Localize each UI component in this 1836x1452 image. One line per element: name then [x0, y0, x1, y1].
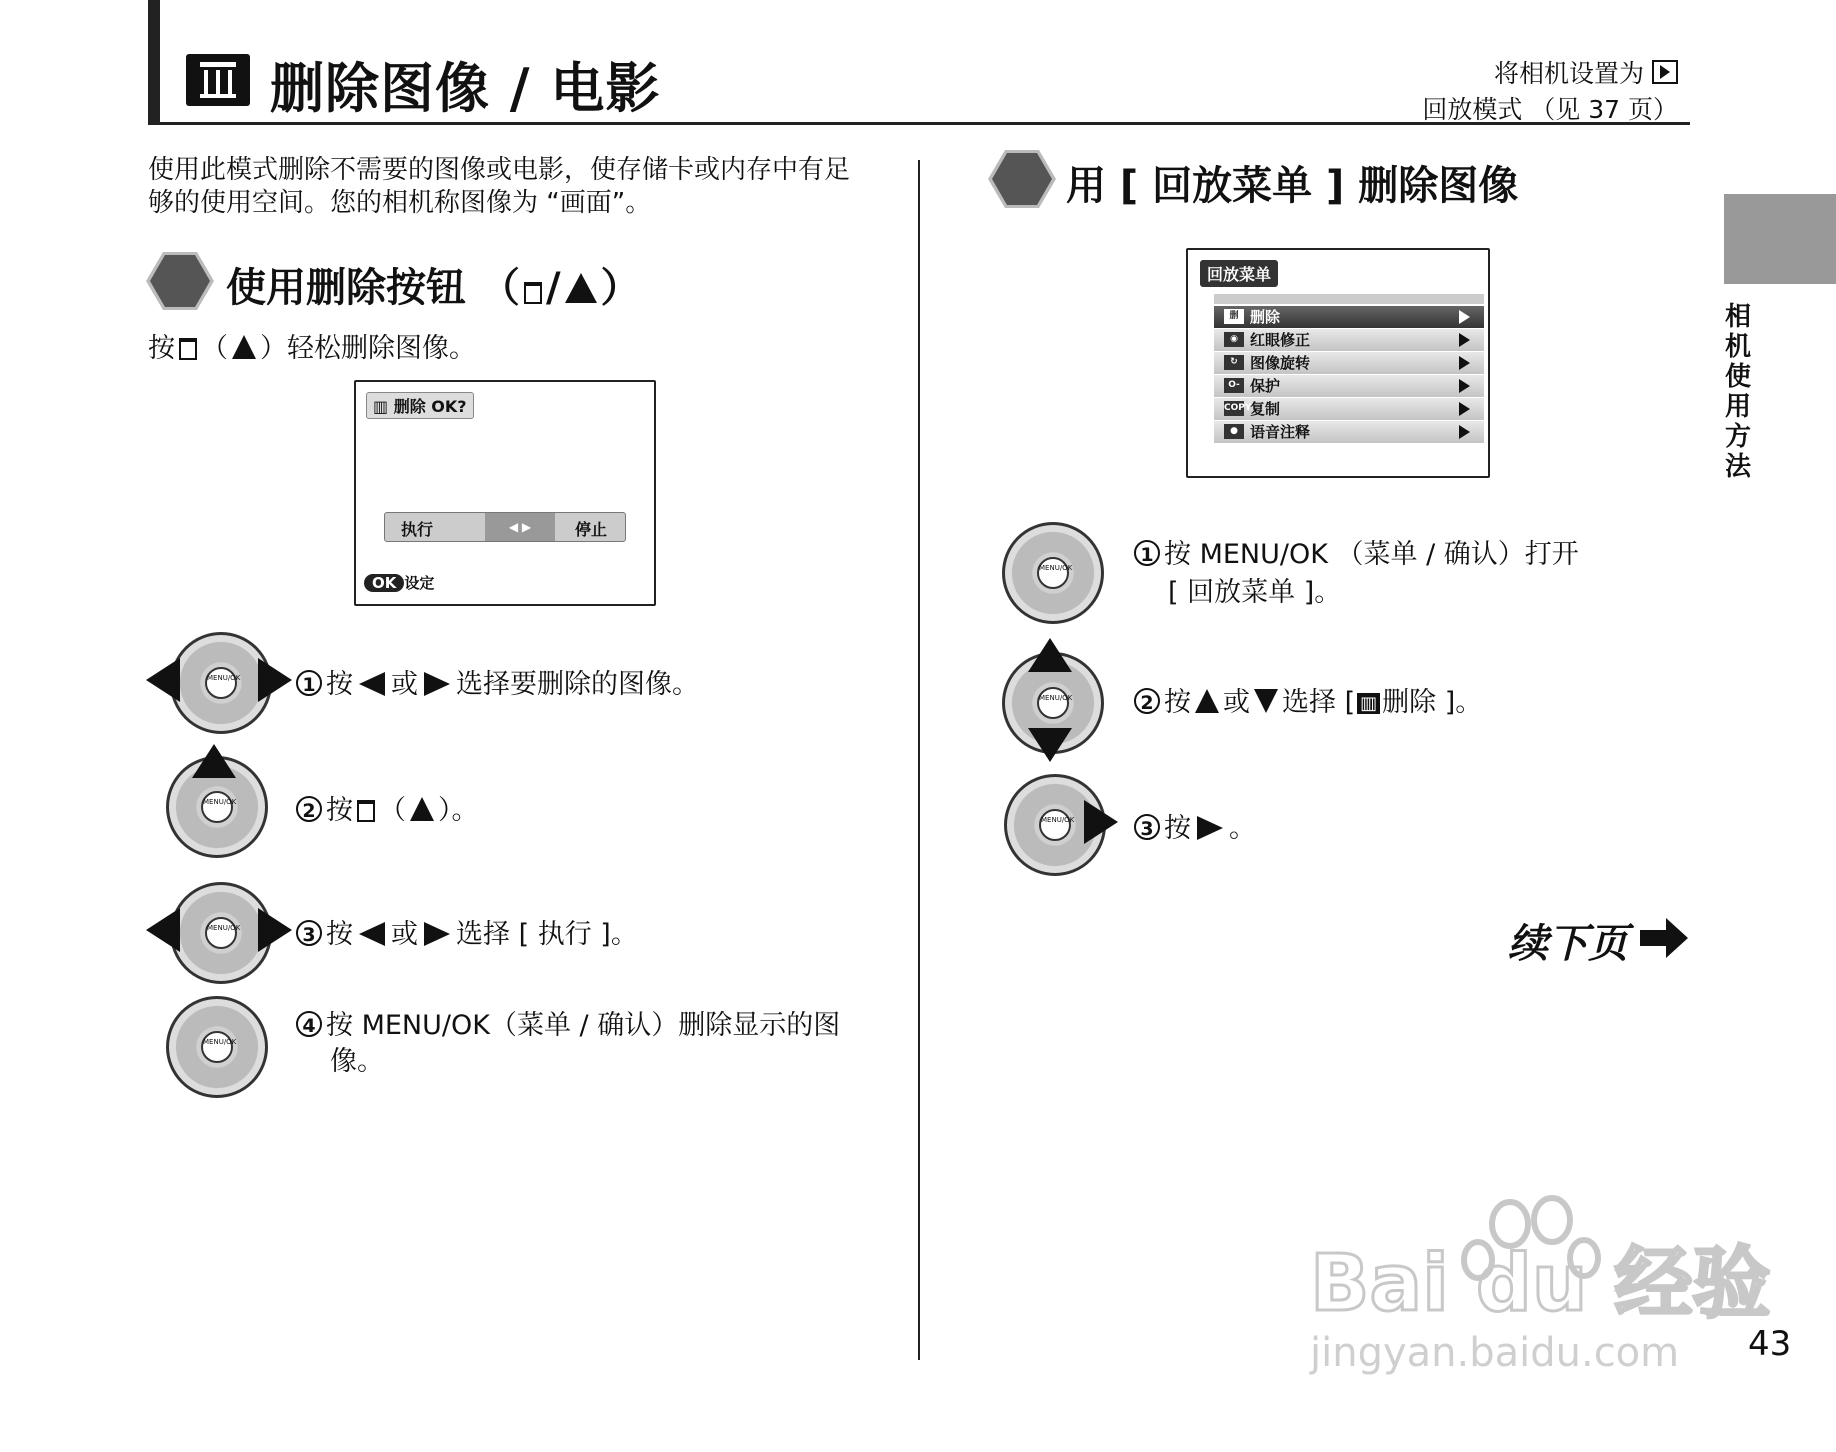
dial-up-down: [1002, 652, 1104, 754]
continue-label: 续下页: [1508, 921, 1628, 967]
down-arrow-icon: [1254, 689, 1278, 713]
trash-icon: [186, 54, 250, 106]
menu-item-voice-memo[interactable]: ● 语音注释: [1214, 421, 1484, 444]
mode-note-line2: 回放模式 （见 37 页）: [1422, 95, 1678, 124]
dial-menu-ok: [166, 996, 268, 1098]
arrow-right-icon: [1640, 916, 1688, 960]
trash-icon: ▥: [1357, 693, 1380, 714]
trash-icon: [524, 282, 542, 304]
right-arrow-icon: [1084, 800, 1118, 844]
right-arrow-icon: [258, 908, 292, 952]
stop-option: 停止: [575, 520, 608, 539]
menu-ok-button: MENU/OK: [201, 1031, 233, 1063]
left-right-arrows-icon: ◀ ▶: [485, 513, 555, 541]
chevron-right-icon: [1459, 310, 1470, 324]
menu-ok-button: MENU/OK: [201, 791, 233, 823]
mode-note-line1: 将相机设置为: [1494, 54, 1678, 90]
column-divider: [918, 160, 920, 1360]
up-arrow-icon: [232, 335, 256, 359]
menu-item-protect[interactable]: O- 保护: [1214, 375, 1484, 398]
side-tab: [1724, 194, 1836, 284]
down-arrow-icon: [1028, 728, 1072, 762]
menu-ok-button: MENU/OK: [205, 917, 237, 949]
dial-up: [166, 756, 268, 858]
dial-menu-ok: [1002, 522, 1104, 624]
screen-tag: ▥ 删除 OK?: [366, 392, 474, 419]
menu-item-copy[interactable]: COPY复制: [1214, 398, 1484, 421]
left-section-desc: 按 （ ）轻松删除图像。: [148, 333, 476, 364]
dial-left-right: [170, 632, 272, 734]
chevron-right-icon: [1459, 402, 1470, 416]
right-arrow-icon: [1197, 816, 1223, 840]
up-arrow-icon: [1195, 689, 1219, 713]
trash-icon: [179, 338, 197, 360]
menu-tag: 回放菜单: [1200, 260, 1278, 287]
menu-ok-button: MENU/OK: [205, 667, 237, 699]
svg-text:jingyan.baidu.com: jingyan.baidu.com: [1310, 1330, 1680, 1376]
page-number: 43: [1748, 1324, 1792, 1364]
section-hex-icon: [146, 252, 214, 310]
left-step-2: 2 按 （ ）。: [296, 788, 479, 827]
right-step-3: 3 按 。: [1134, 806, 1256, 845]
up-arrow-icon: [192, 744, 236, 778]
choice-bar: [384, 512, 626, 542]
left-arrow-icon: [359, 672, 385, 696]
chevron-right-icon: [1459, 425, 1470, 439]
menu-ok-button: MENU/OK: [1039, 809, 1071, 841]
menu-item-redeye[interactable]: ◉ 红眼修正: [1214, 329, 1484, 352]
chevron-right-icon: [1459, 356, 1470, 370]
delete-confirm-screen: [354, 380, 656, 606]
chevron-right-icon: [1459, 379, 1470, 393]
right-step-2: 2 按 或 选择 [ ▥ 删除 ]。: [1134, 680, 1482, 719]
left-arrow-icon: [146, 908, 180, 952]
menu-item-rotate[interactable]: ↻ 图像旋转: [1214, 352, 1484, 375]
ok-set-hint: OK 设定: [364, 572, 434, 593]
right-step-1: 1 按 MENU/OK （菜单 / 确认）打开 [ 回放菜单 ]。: [1134, 536, 1579, 612]
up-arrow-icon: [410, 797, 434, 821]
trash-icon: [357, 800, 375, 822]
menu-ok-button: MENU/OK: [1037, 557, 1069, 589]
left-arrow-icon: [359, 922, 385, 946]
execute-option: 执行: [401, 520, 434, 539]
menu-ok-button: MENU/OK: [1037, 687, 1069, 719]
up-arrow-icon: [1028, 638, 1072, 672]
left-step-3: 3 按 或 选择 [ 执行 ]。: [296, 912, 638, 951]
page-title: 删除图像 / 电影: [270, 57, 661, 120]
right-arrow-icon: [424, 672, 450, 696]
header-bar: [148, 0, 160, 125]
svg-text:Bai du 经验: Bai du 经验: [1310, 1239, 1771, 1329]
right-arrow-icon: [258, 658, 292, 702]
up-arrow-icon: [565, 273, 597, 303]
left-arrow-icon: [146, 658, 180, 702]
left-step-4: 4 按 MENU/OK（菜单 / 确认）删除显示的图 像。: [296, 1008, 840, 1080]
intro-text: 使用此模式删除不需要的图像或电影，使存储卡或内存中有足够的使用空间。您的相机称图像为 “画面”。: [148, 155, 851, 218]
section-hex-icon: [988, 150, 1056, 208]
right-section-title: 用 [ 回放菜单 ] 删除图像: [1066, 163, 1519, 209]
side-tab-label: 相机使用方法: [1724, 302, 1751, 482]
menu-item-delete[interactable]: 删 删除: [1214, 306, 1484, 329]
chevron-right-icon: [1459, 333, 1470, 347]
left-section-title: 使用删除按钮 （ / ）: [226, 265, 641, 311]
play-icon: [1652, 60, 1678, 84]
left-step-1: 1 按 或 选择要删除的图像。: [296, 662, 699, 701]
dial-right: [1004, 774, 1106, 876]
dial-left-right: [170, 882, 272, 984]
playback-menu-screen: [1186, 248, 1490, 478]
right-arrow-icon: [424, 922, 450, 946]
